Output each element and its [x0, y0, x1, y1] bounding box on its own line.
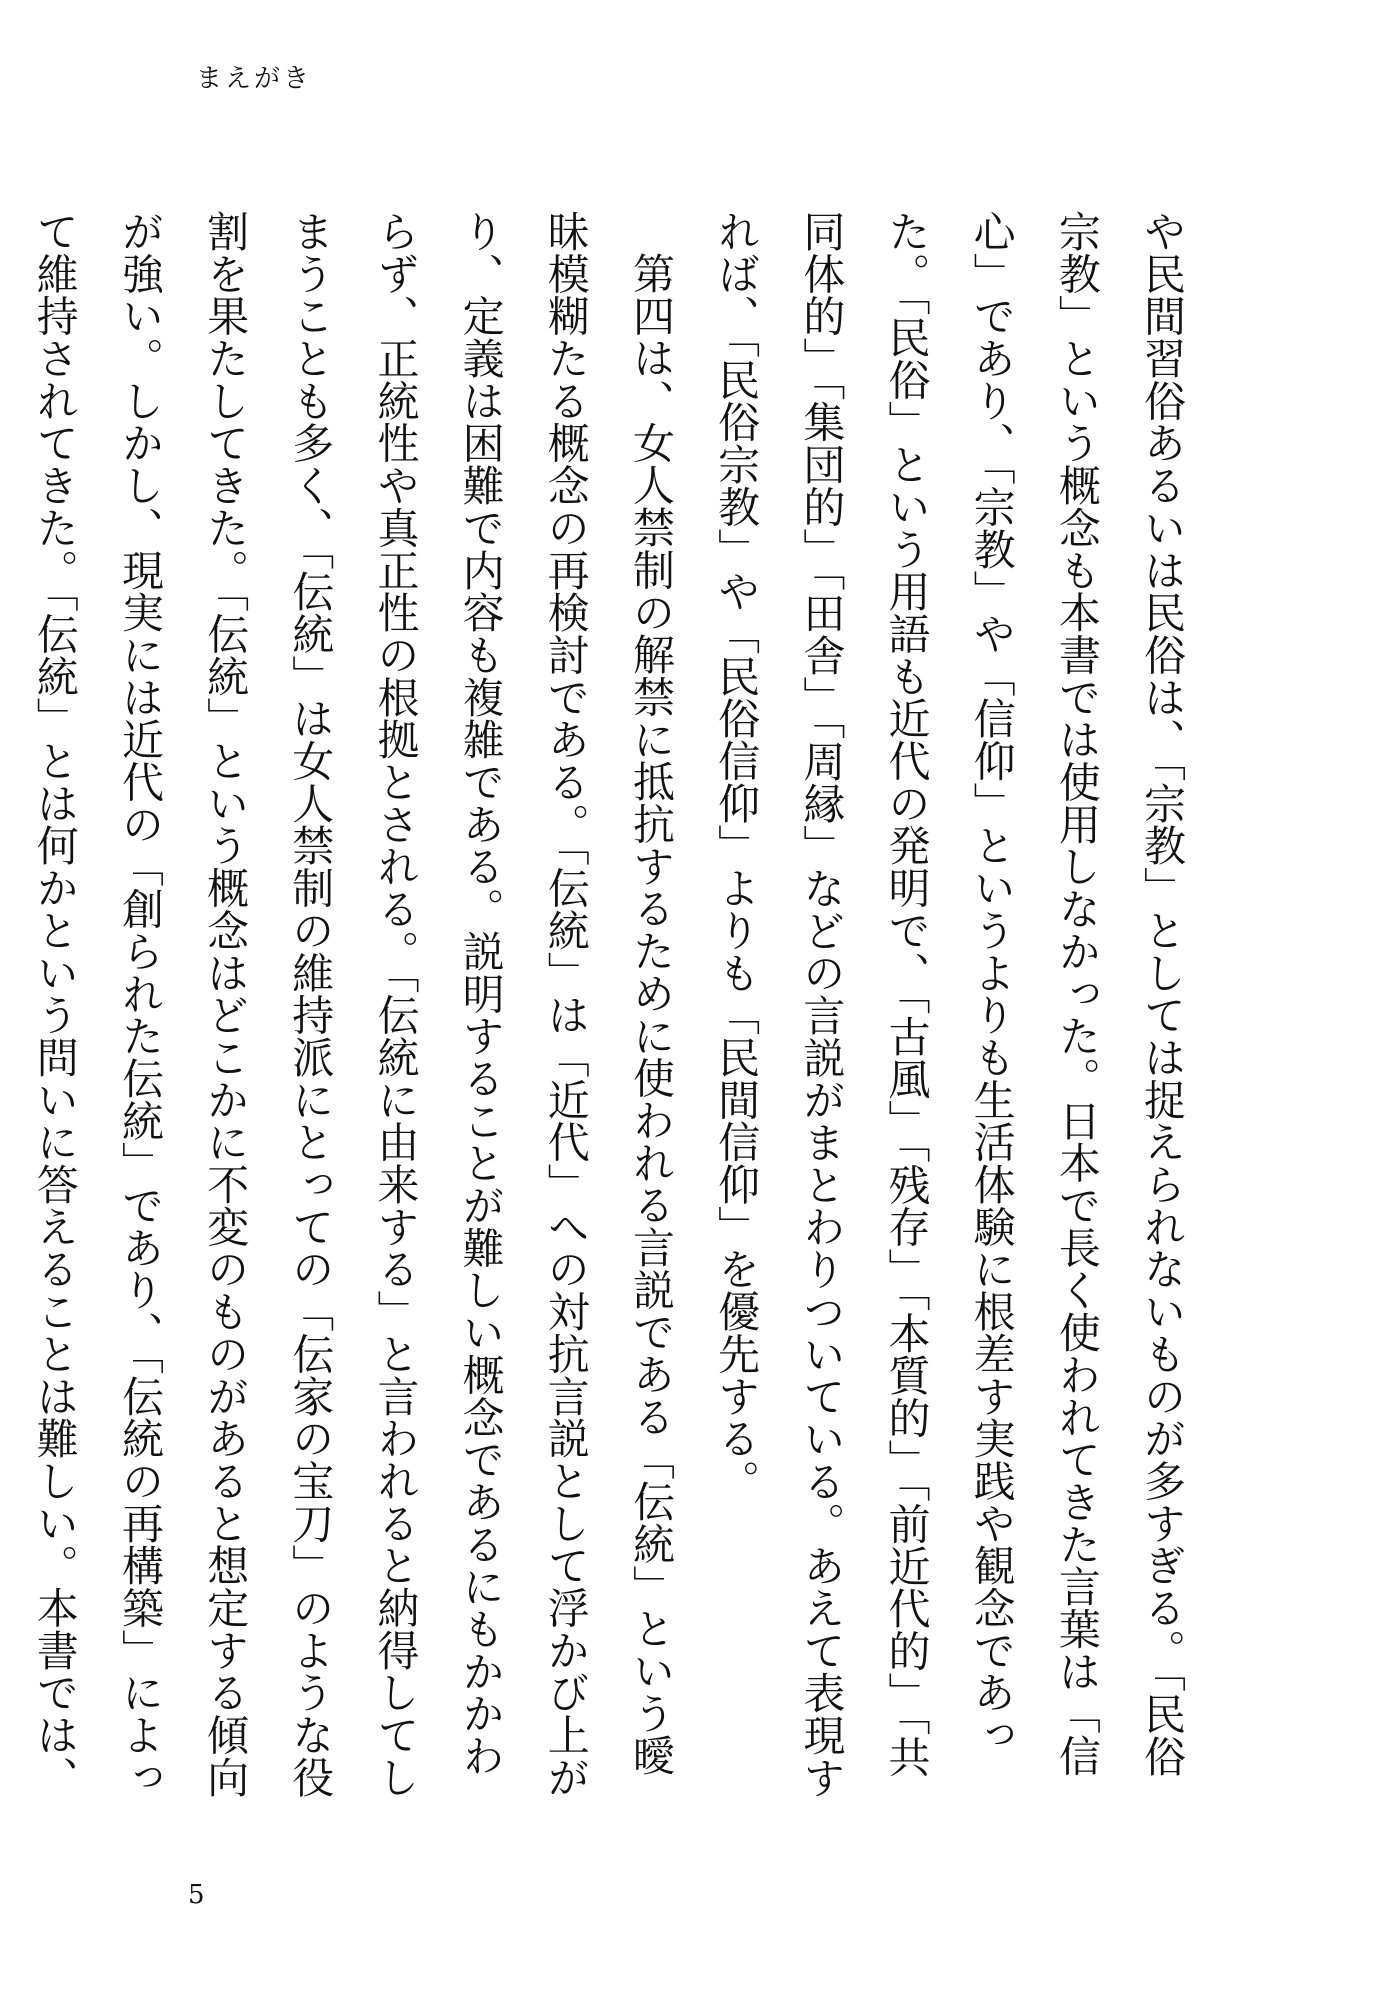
page-number: 5 — [188, 1880, 205, 1910]
paragraph-fourth-point: 第四は、女人禁制の解禁に抵抗するために使われる言説である「伝統」という曖昧模糊たる概念の再検討である。「伝統」は「近代」への対抗言説として浮かび上がり、定義は困難で内容も複雑である。説明することが難しい概念であるにもかかわらず、正統性や真正性の根拠とされる。「伝統に由来する」と言われると納得してしまうことも多く、「伝統」は女人禁制の維持派にとっての「伝家の宝刀」のような役割を果たしてきた。「伝統」という概念はどこかに不変のものがあると想定する傾向が強い。しかし、現実には近代の「創られた伝統」であり、「伝統の再構築」によって維持されてきた。「伝統」とは何かという問いに答えることは難しい。本書では、 — [30, 210, 676, 1799]
running-header: まえがき — [196, 64, 313, 94]
paragraph-continuation: や民間習俗あるいは民俗は、「宗教」としては捉えられないものが多すぎる。「民俗宗教」という概念も本書では使用しなかった。日本で長く使われてきた言葉は「信心」であり、「宗教」や「信仰」というよりも生活体験に根差す実践や観念であった。「民俗」という用語も近代の発明で、「古風」「残存」「本質的」「前近代的」「共同体的」「集団的」「田舎」「周縁」などの言説がまとわりついている。あえて表現すれば、「民俗宗教」や「民俗信仰」よりも「民間信仰」を優先する。 — [712, 210, 1187, 1799]
vertical-body-text — [30, 210, 1205, 1815]
